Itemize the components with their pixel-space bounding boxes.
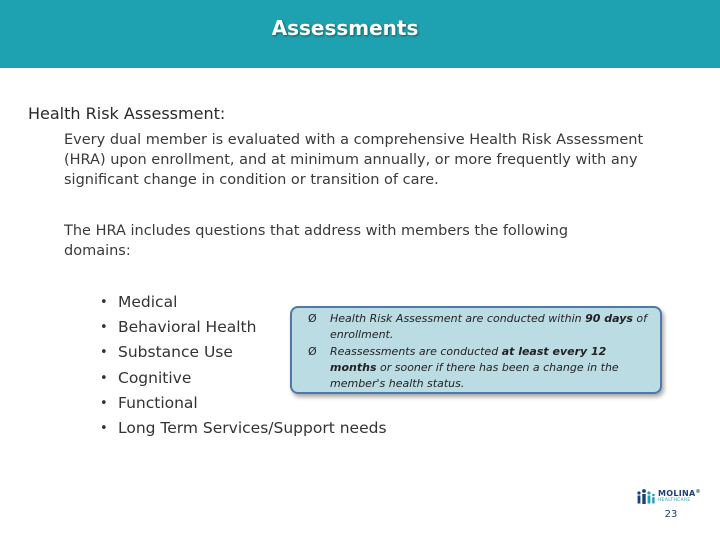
callout-text-part: Health Risk Assessment are conducted within [330, 312, 586, 325]
callout-item-reassessment-timing [308, 344, 653, 392]
logo-people-icon [636, 488, 656, 506]
page-number: 23 [664, 509, 678, 520]
domain-label: Medical [118, 293, 178, 311]
bullet-icon: • [100, 421, 108, 437]
bullet-icon: • [100, 320, 108, 336]
callout-emphasis: at least every 12 months [330, 345, 607, 374]
domain-item-long-term-services [100, 416, 387, 441]
domain-item-functional [100, 391, 387, 416]
arrow-bullet-icon: Ø [308, 345, 317, 358]
callout-text [308, 311, 653, 343]
page-title: Assessments [271, 16, 419, 40]
domains-intro-paragraph: The HRA includes questions that address with members the following domains: [64, 223, 569, 259]
arrow-bullet-icon: Ø [308, 312, 317, 325]
assessment-timing-callout [290, 306, 662, 394]
domain-label: Cognitive [118, 368, 192, 387]
section-heading: Health Risk Assessment: [28, 104, 226, 123]
callout-emphasis: 90 days [585, 312, 633, 325]
logo-name-text: MOLINA [658, 489, 696, 498]
logo-registered-mark: ® [695, 489, 701, 495]
callout-item-hra-timing [308, 311, 653, 343]
domain-label: Substance Use [118, 343, 233, 362]
description-paragraph: Every dual member is evaluated with a comprehensive Health Risk Assessment (HRA) upon enrollment, and at minimum annually, or more frequently with any significant change in condition or transition of care. [64, 132, 644, 188]
bullet-icon: • [100, 295, 108, 310]
bullet-icon: • [100, 345, 108, 361]
bullet-icon: • [100, 395, 108, 411]
bullet-icon: • [100, 370, 108, 386]
domain-label: Functional [118, 393, 198, 412]
callout-text-part: or sooner if there has been a change in the member's health status. [330, 361, 619, 390]
logo-subtitle: HEALTHCARE [658, 498, 691, 503]
title-bar [0, 0, 720, 68]
callout-text [308, 344, 653, 392]
callout-text-part: Reassessments are conducted [330, 345, 502, 358]
callout-text-part: of enrollment. [330, 312, 648, 341]
molina-logo [636, 486, 706, 510]
logo-name [658, 489, 701, 498]
domain-label: Long Term Services/Support needs [118, 419, 387, 438]
domain-label: Behavioral Health [118, 318, 257, 337]
